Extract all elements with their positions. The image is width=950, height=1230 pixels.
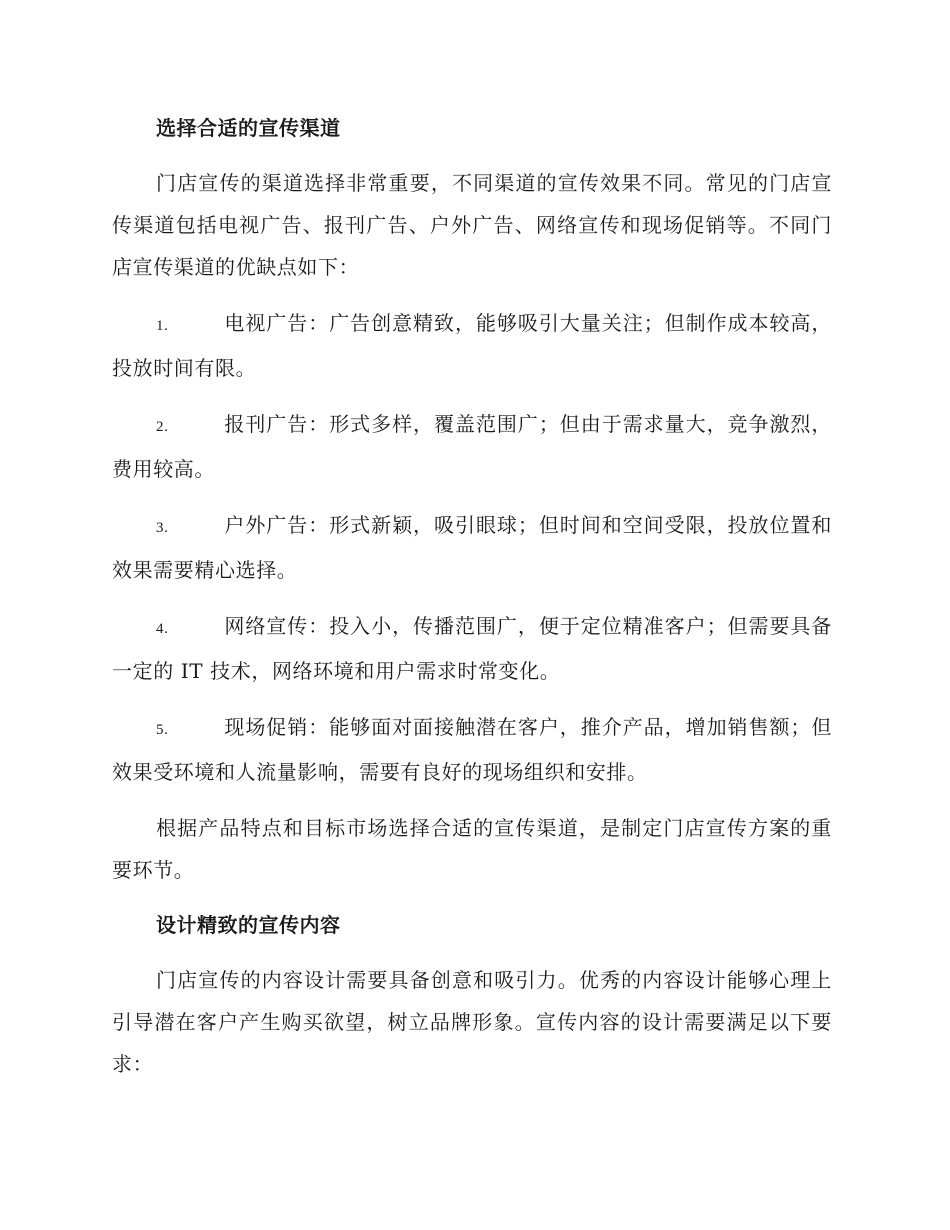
paragraph-content-intro: 门店宣传的内容设计需要具备创意和吸引力。优秀的内容设计能够心理上引导潜在客户产生购买欲望，树立品牌形象。宣传内容的设计需要满足以下要求：	[112, 968, 832, 1076]
section-heading-channels: 选择合适的宣传渠道	[156, 116, 341, 140]
channel-list	[112, 302, 832, 793]
list-number: 4.	[156, 621, 169, 637]
list-number: 5.	[156, 722, 169, 738]
list-item	[112, 302, 832, 389]
list-item-text: 电视广告：广告创意精致，能够吸引大量关注；但制作成本较高，投放时间有限。	[112, 311, 832, 380]
list-item	[112, 706, 832, 793]
list-number: 2.	[156, 419, 169, 435]
list-number: 3.	[156, 520, 169, 536]
list-item	[112, 605, 832, 692]
list-number: 1.	[156, 318, 169, 334]
section-heading-content: 设计精致的宣传内容	[156, 913, 341, 937]
list-item-text: 网络宣传：投入小，传播范围广，便于定位精准客户；但需要具备一定的 IT 技术，网络环境和用户需求时常变化。	[112, 614, 832, 683]
list-item	[112, 403, 832, 490]
list-item-text: 现场促销：能够面对面接触潜在客户，推介产品，增加销售额；但效果受环境和人流量影响，需要有良好的现场组织和安排。	[112, 715, 832, 784]
paragraph-channels-intro: 门店宣传的渠道选择非常重要，不同渠道的宣传效果不同。常见的门店宣传渠道包括电视广告、报刊广告、户外广告、网络宣传和现场促销等。不同门店宣传渠道的优缺点如下：	[112, 171, 832, 279]
paragraph-channels-conclusion: 根据产品特点和目标市场选择合适的宣传渠道，是制定门店宣传方案的重要环节。	[112, 816, 832, 882]
list-item	[112, 504, 832, 591]
list-item-text: 户外广告：形式新颖，吸引眼球；但时间和空间受限，投放位置和效果需要精心选择。	[112, 513, 832, 582]
document-page	[112, 108, 832, 1099]
list-item-text: 报刊广告：形式多样，覆盖范围广；但由于需求量大，竞争激烈，费用较高。	[112, 412, 832, 481]
